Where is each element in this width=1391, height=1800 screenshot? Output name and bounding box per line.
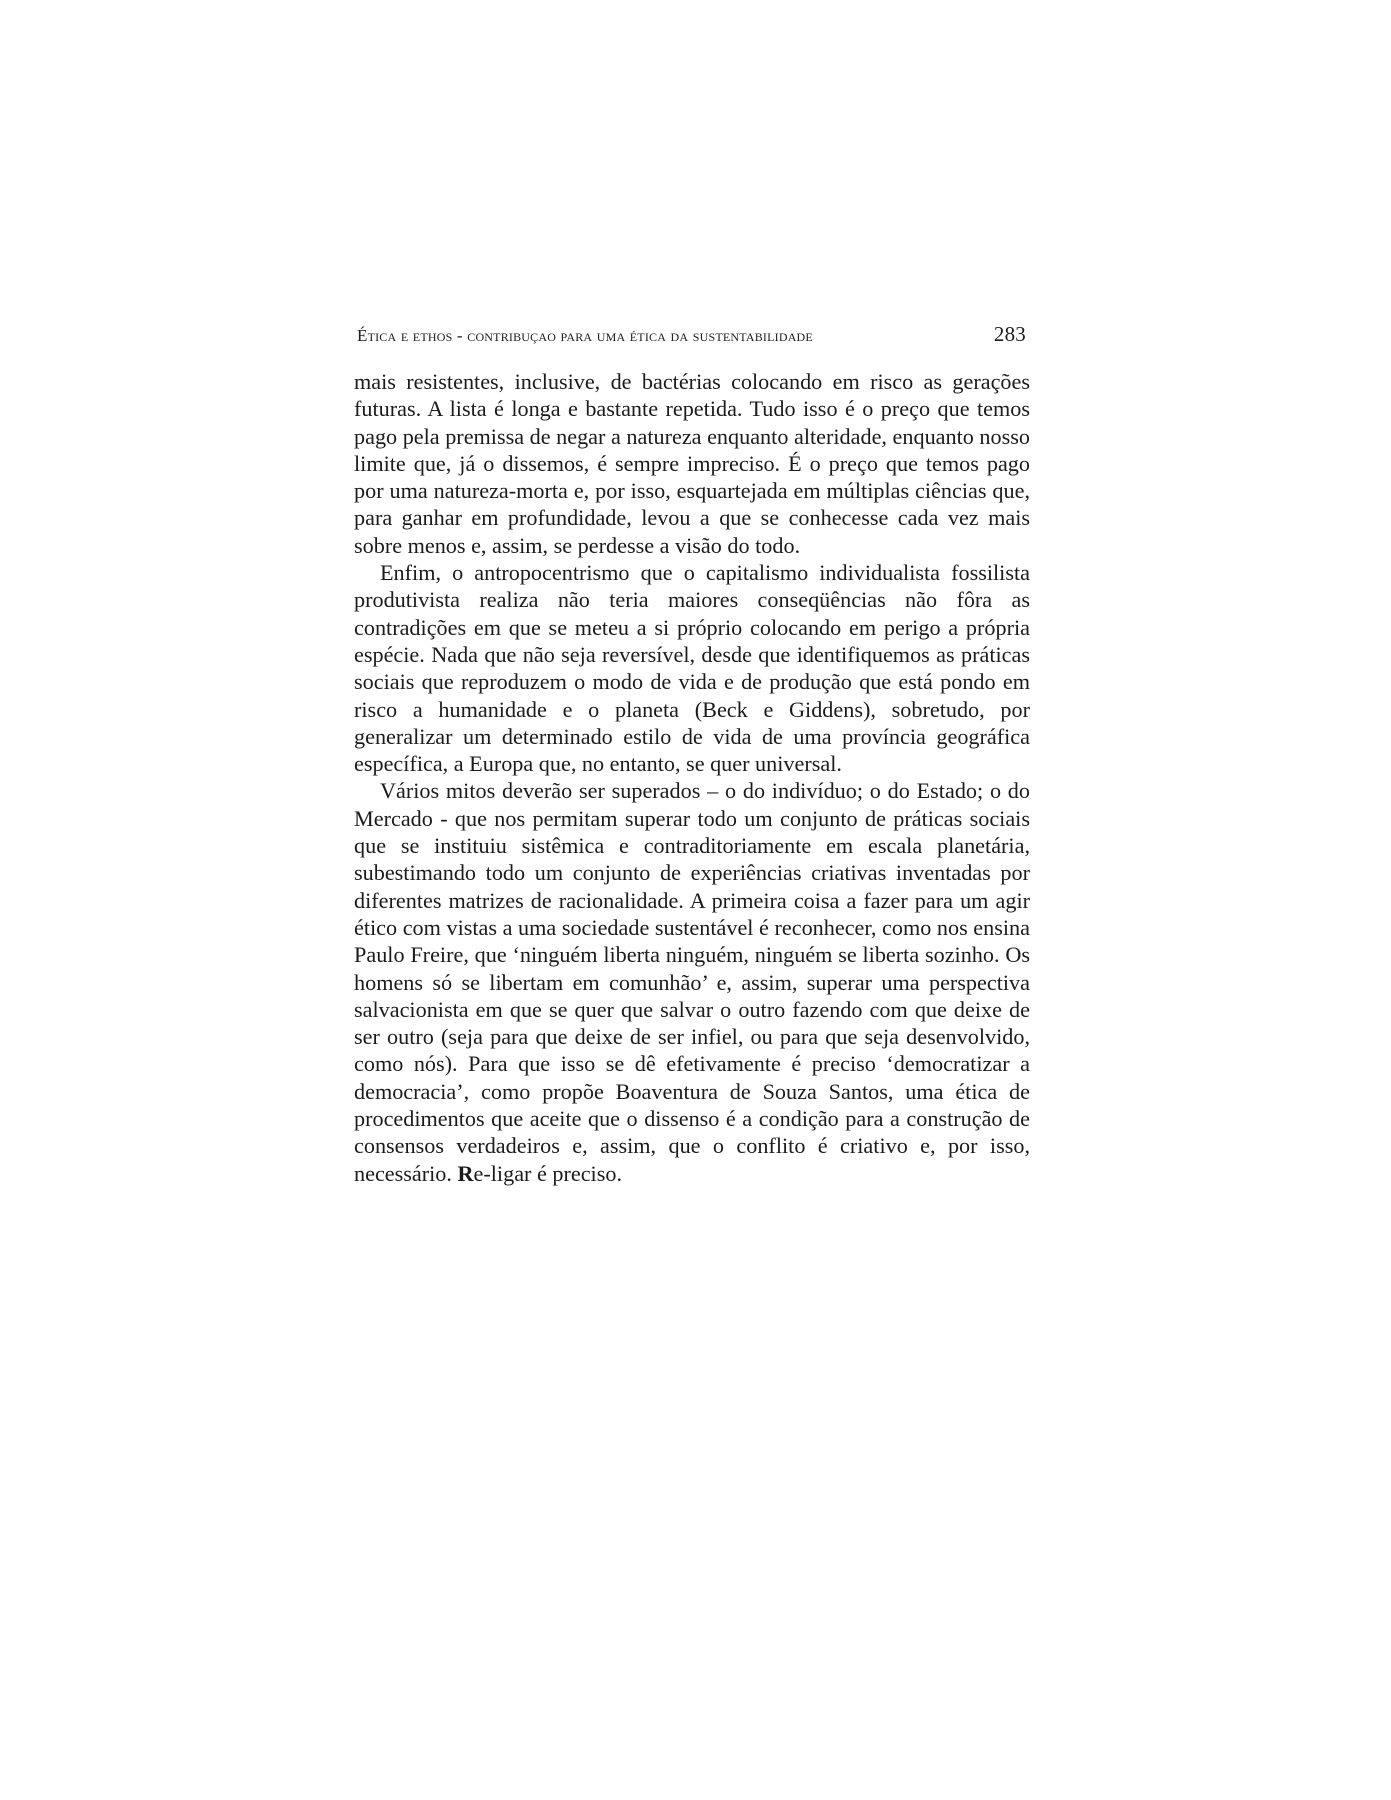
- paragraph-text: Vários mitos deverão ser superados – o do indivíduo; o do Estado; o do Mercado - que nos permitam superar todo um conjunto de práticas sociais que se instituiu sistêmica e contraditoriamente em escala planetária, subestimando todo um conjunto de experiências criativas inventadas por diferentes matrizes de racionalidade. A primeira coisa a fazer para um agir ético com vistas a uma sociedade sustentável é reconhecer, como nos ensina Paulo Freire, que ‘ninguém liberta ninguém, ninguém se liberta sozinho. Os homens só se libertam em comunhão’ e, assim, superar uma perspectiva salvacionista em que se quer que salvar o outro fazendo com que deixe de ser outro (seja para que deixe de ser infiel, ou para que seja desenvolvido, como nós). Para que isso se dê efetivamente é preciso ‘democratizar a democracia’, como propõe Boaventura de Souza Santos, uma ética de procedimentos que aceite que o dissenso é a condição para a construção de consensos verdadeiros e, assim, que o conflito é criativo e, por isso, necessário.: [354, 778, 1030, 1186]
- bold-initial-letter: R: [457, 1160, 474, 1186]
- paragraph: Enfim, o antropocentrismo que o capitalismo individualista fossilista produtivista realiza não teria maiores conseqüências não fôra as contradições em que se meteu a si próprio colocando em perigo a própria espécie. Nada que não seja reversível, desde que identifiquemos as práticas sociais que reproduzem o modo de vida e de produção que está pondo em risco a humanidade e o planeta (Beck e Giddens), sobretudo, por generalizar um determinado estilo de vida de uma província geográfica específica, a Europa que, no entanto, se quer universal.: [354, 560, 1030, 777]
- page-number: 283: [993, 322, 1026, 346]
- running-head: [354, 318, 1030, 354]
- book-page: [354, 318, 1030, 1187]
- paragraph-text: e-ligar é preciso.: [473, 1160, 622, 1186]
- paragraph: [354, 777, 1030, 1186]
- paragraph: mais resistentes, inclusive, de bactérias colocando em risco as gerações futuras. A lista é longa e bastante repetida. Tudo isso é o preço que temos pago pela premissa de negar a natureza enquanto alteridade, enquanto nosso limite que, já o dissemos, é sempre impreciso. É o preço que temos pago por uma natureza-morta e, por isso, esquartejada em múltiplas ciências que, para ganhar em profundidade, levou a que se conhecesse cada vez mais sobre menos e, assim, se perdesse a visão do todo.: [354, 369, 1030, 558]
- running-title: Ética e ethos - contribuçao para uma ética da sustentabilidade: [357, 326, 813, 345]
- body-text: [354, 368, 1030, 1187]
